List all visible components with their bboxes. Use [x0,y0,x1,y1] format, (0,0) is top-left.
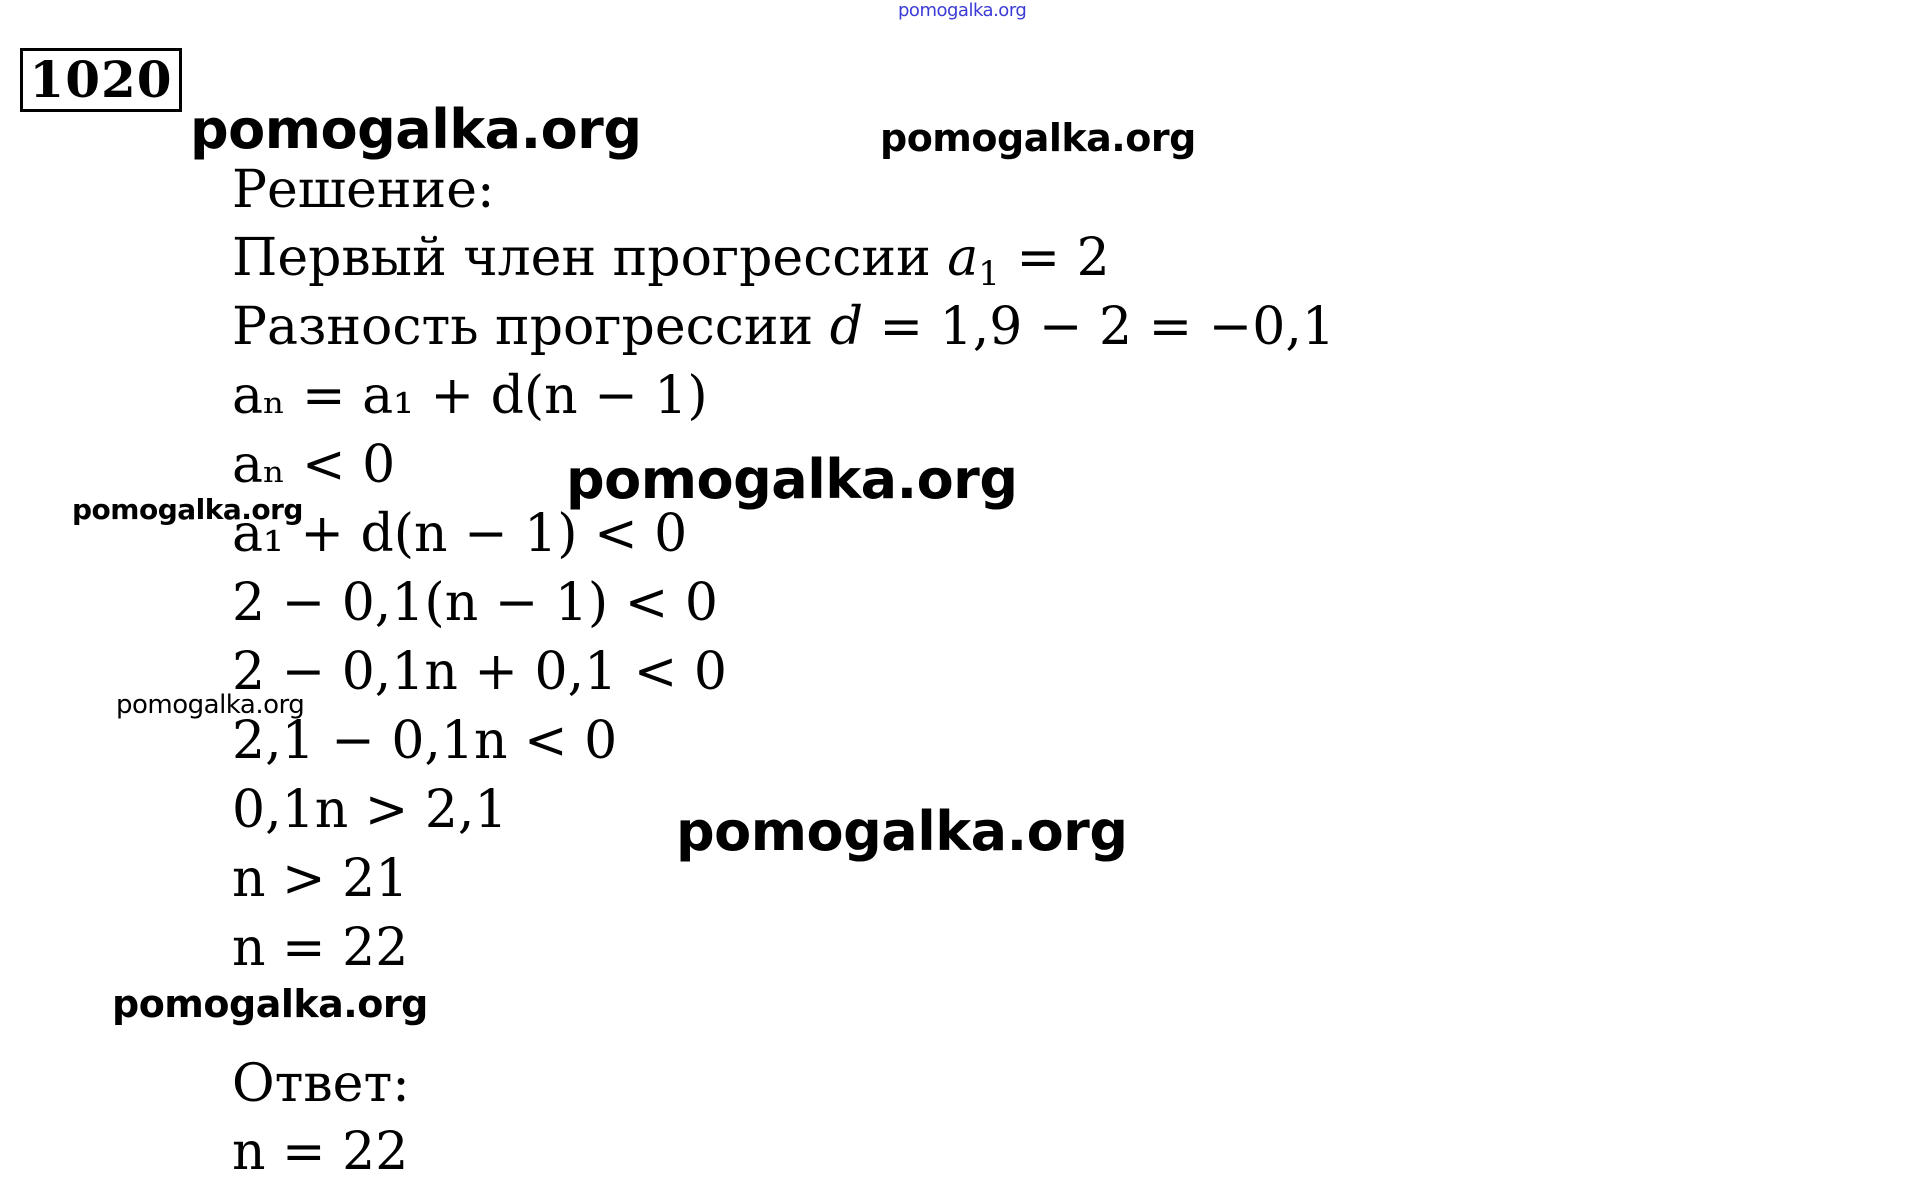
solution-line: a₁ + d(n − 1) < 0 [232,504,688,564]
solution-line: 2,1 − 0,1n < 0 [232,711,618,771]
solution-line: 0,1n > 2,1 [232,780,508,840]
variable: d [829,297,863,357]
solution-line-first-term [232,228,1110,294]
solution-line: 2 − 0,1n + 0,1 < 0 [232,642,727,702]
solution-line: aₙ < 0 [232,435,396,495]
watermark: pomogalka.org [190,98,642,161]
answer-label: Ответ: [232,1054,410,1114]
watermark: pomogalka.org [72,493,303,526]
line-text: Первый член прогрессии [232,228,948,288]
problem-number: 1020 [20,48,182,112]
answer-value: n = 22 [232,1122,409,1182]
watermark: pomogalka.org [566,448,1018,511]
solution-line: 2 − 0,1(n − 1) < 0 [232,573,718,633]
line-text: Разность прогрессии [232,297,830,357]
watermark-top: pomogalka.org [898,0,1027,21]
variable: a [947,228,979,288]
watermark: pomogalka.org [112,982,428,1026]
solution-line: n = 22 [232,918,409,978]
subscript: 1 [978,254,1000,294]
solution-line-formula: aₙ = a₁ + d(n − 1) [232,366,708,426]
solution-label: Решение: [232,160,495,220]
watermark: pomogalka.org [880,116,1196,160]
watermark: pomogalka.org [116,690,305,720]
line-text: = 1,9 − 2 = −0,1 [863,297,1335,357]
watermark: pomogalka.org [676,800,1128,863]
line-text: = 2 [999,228,1110,288]
solution-line-difference [232,297,1335,357]
solution-line: n > 21 [232,849,409,909]
